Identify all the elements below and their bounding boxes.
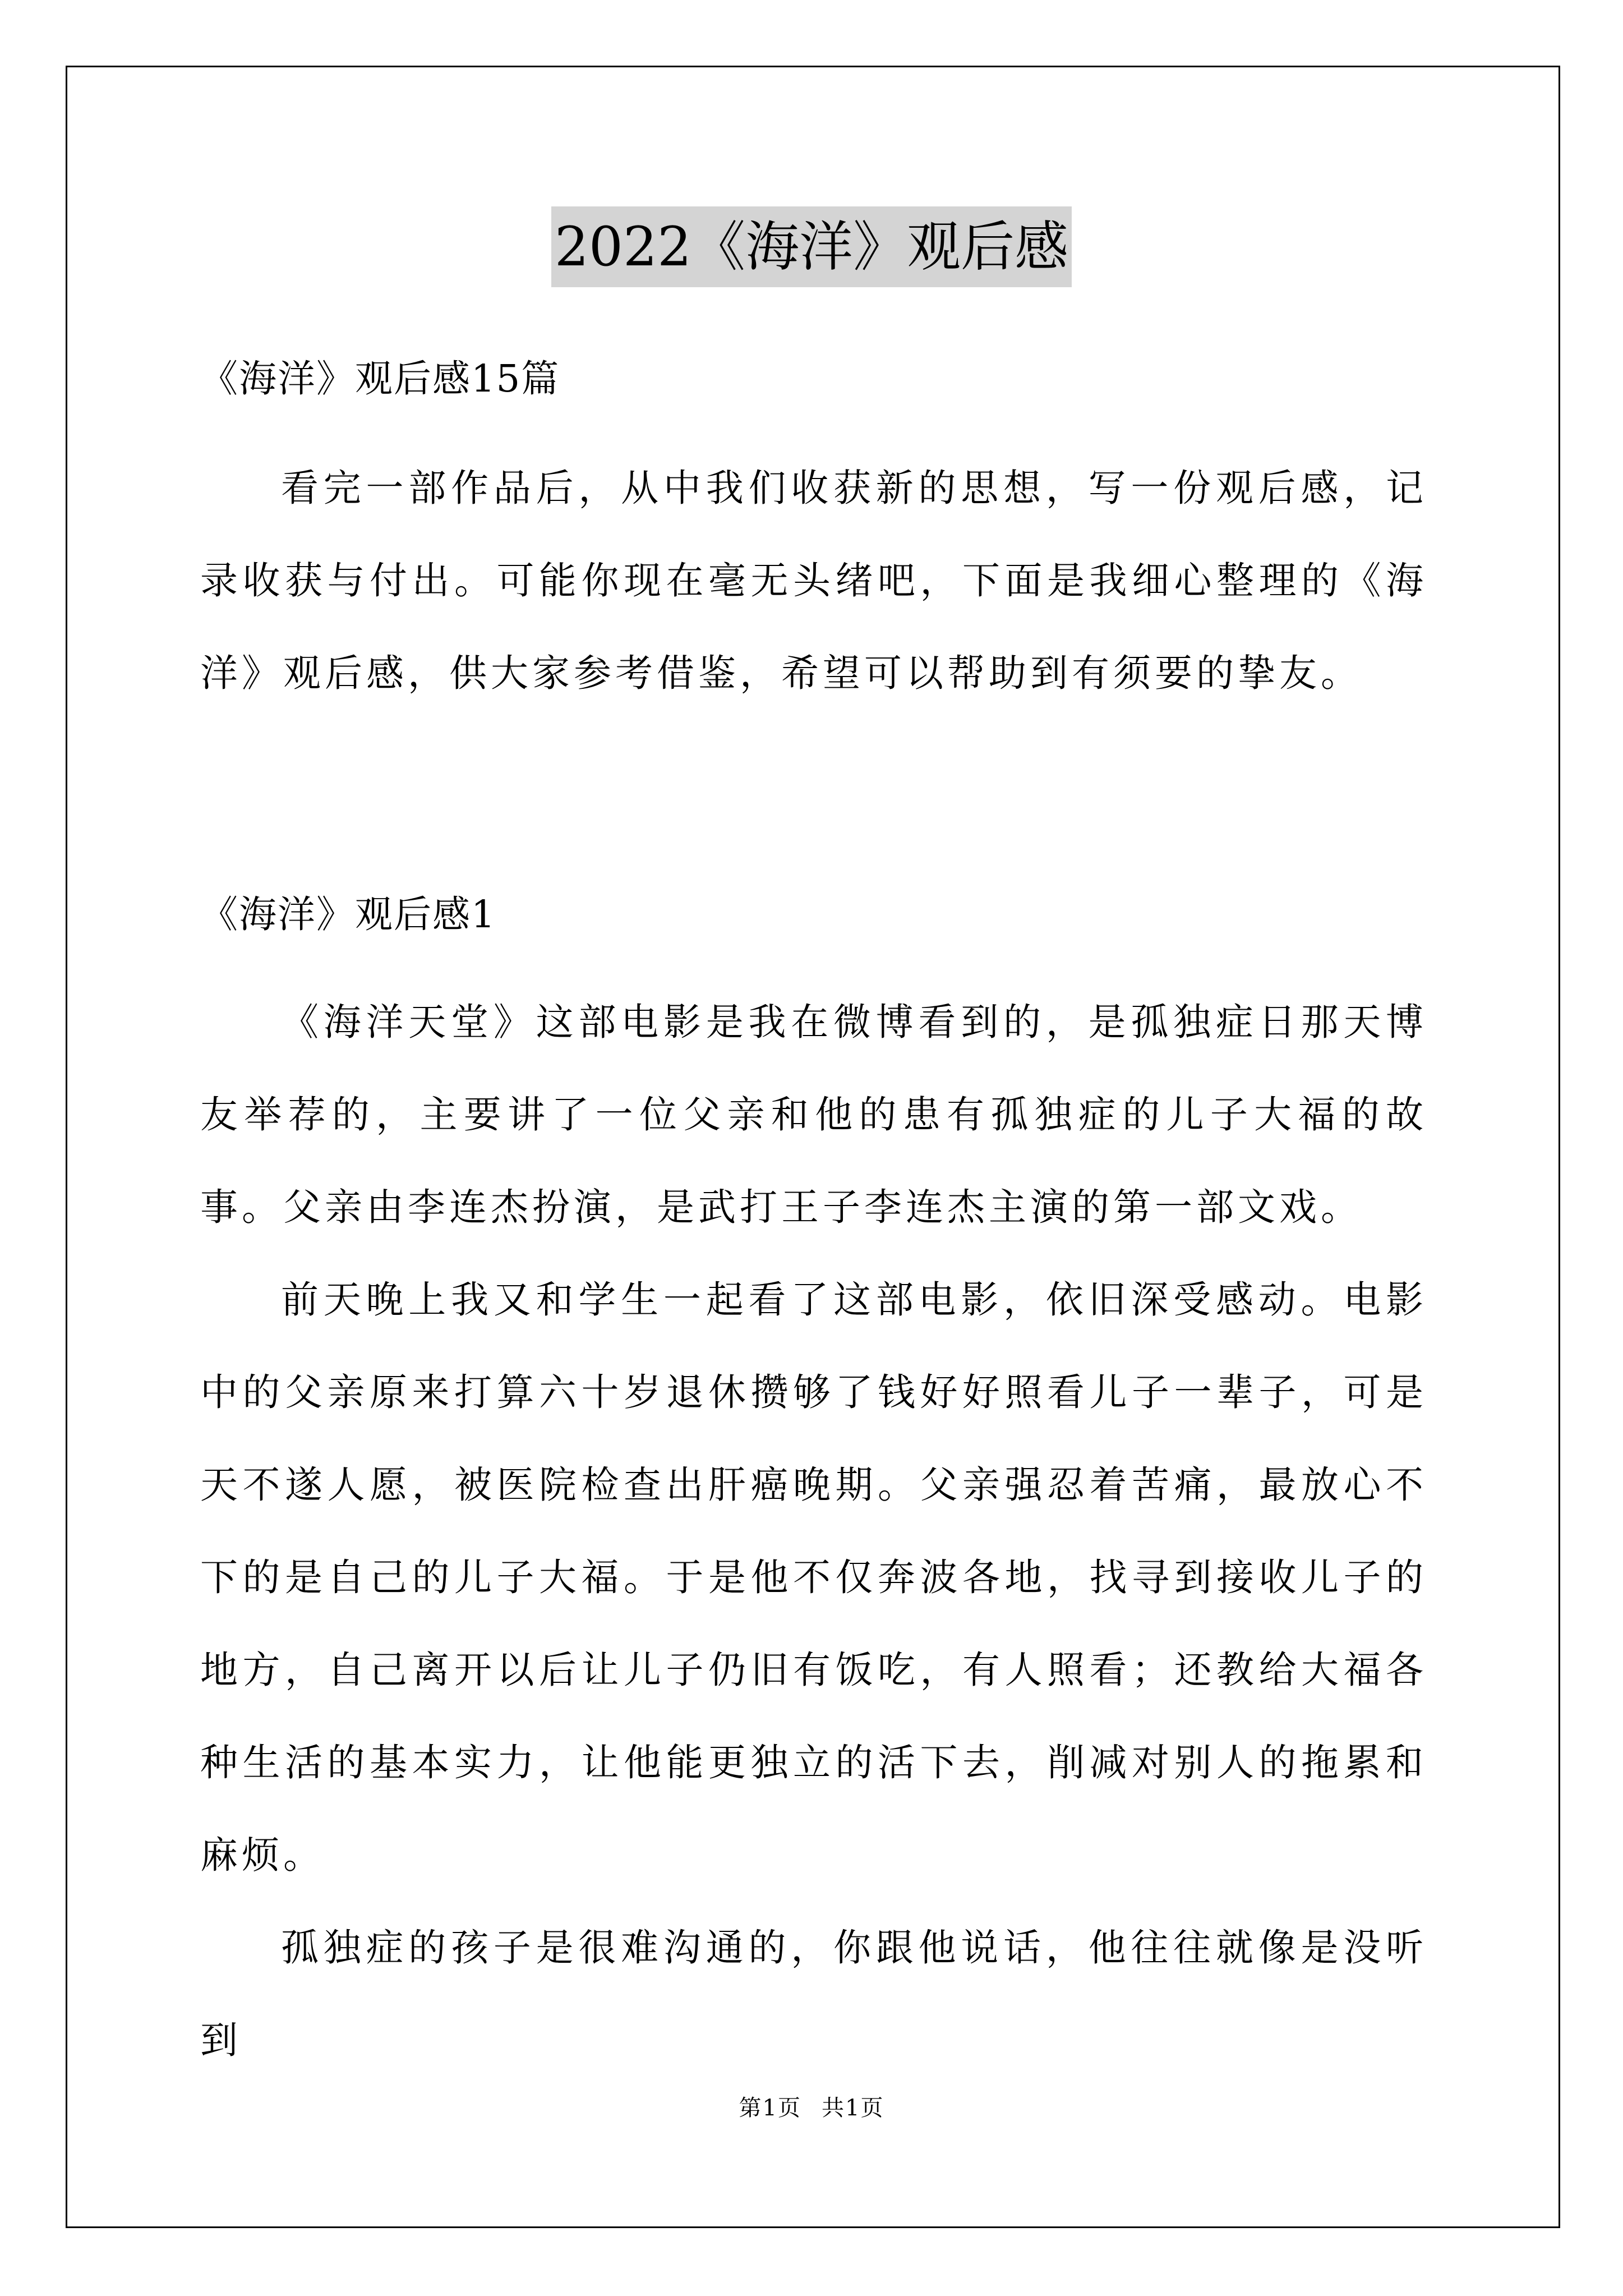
body-paragraph: 孤独症的孩子是很难沟通的，你跟他说话，他往往就像是没听到 [200,1926,1427,2062]
body-paragraph: 前天晚上我又和学生一起看了这部电影，依旧深受感动。电影中的父亲原来打算六十岁退休攒够了钱好好照看儿子一辈子，可是天不遂人愿，被医院检查出肝癌晚期。父亲强忍着苦痛，最放心不下的是自己的儿子大福。于是他不仅奔波各地，找寻到接收儿子的地方，自己离开以后让儿子仍旧有饭吃，有人照看；还教给大福各种生活的基本实力，让他能更独立的活下去，削减对别人的拖累和麻烦。 [200,1278,1427,1877]
page-number: 第1页 [739,2095,801,2121]
intro-paragraph: 看完一部作品后，从中我们收获新的思想，写一份观后感，记录收获与付出。可能你现在毫无头绪吧，下面是我细心整理的《海洋》观后感，供大家参考借鉴，希望可以帮助到有须要的挚友。 [200,466,1427,695]
page-footer [0,2091,1623,2125]
body-paragraph: 《海洋天堂》这部电影是我在微博看到的，是孤独症日那天博友举荐的，主要讲了一位父亲和他的患有孤独症的儿子大福的故事。父亲由李连杰扮演，是武打王子李连杰主演的第一部文戏。 [200,1000,1427,1229]
intro-block [200,442,1427,720]
document-title: 2022《海洋》观后感 [551,206,1072,287]
title-container [0,206,1623,287]
section-heading: 《海洋》观后感1 [200,892,496,936]
page-total: 共1页 [822,2095,884,2121]
section-body [200,976,1427,2087]
document-subtitle: 《海洋》观后感15篇 [200,357,560,401]
